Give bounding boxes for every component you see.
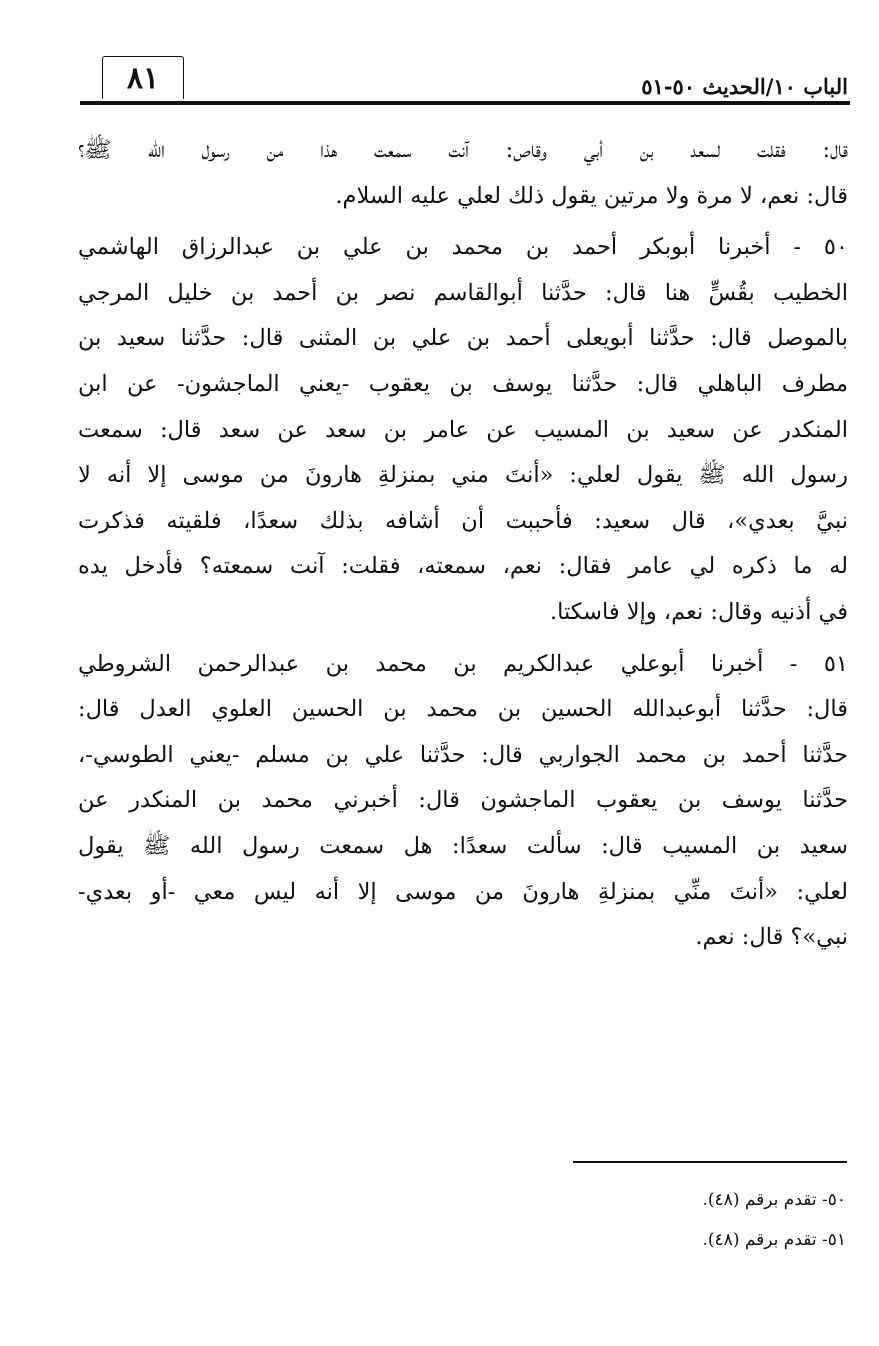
chapter-title: الباب ١٠/الحديث ٥٠-٥١ [641,74,848,99]
text-line: لعلي: «أنتَ منِّي بمنزلةِ هارونَ من موسى إلا أنه ليس معي -أو بعدي- [78,878,848,905]
hadith-51-line: ٥١ - أخبرنا أبوعلي عبدالكريم بن محمد بن عبدالرحمن الشروطي [78,650,848,677]
text-line: رسول الله ﷺ يقول لعلي: «أنتَ مني بمنزلةِ هارونَ من موسى إلا أنه لا [78,462,848,489]
text-line: المنكدر عن سعيد بن المسيب عن عامر بن سعد عن سعد قال: سمعت [78,416,848,443]
text-line: مطرف الباهلي قال: حدَّثنا يوسف بن يعقوب -يعني الماجشون- عن ابن [78,370,848,397]
page-number: ٨١ [126,61,160,96]
page-number-box [102,56,184,99]
text-line: سعيد بن المسيب قال: سألت سعدًا: هل سمعت رسول الله ﷺ يقول [78,832,848,859]
text-line: بالموصل قال: حدَّثنا أبويعلى أحمد بن علي بن المثنى قال: حدَّثنا سعيد بن [78,325,848,352]
text-line: قال: نعم، لا مرة ولا مرتين يقول ذلك لعلي عليه السلام. [335,182,848,209]
text-line: له ما ذكره لي عامر فقال: نعم، سمعته، فقلت: آنت سمعته؟ فأدخل يده [78,553,848,580]
header-rule [80,101,850,105]
footnote-50: ٥٠- تقدم برقم (٤٨). [702,1190,846,1210]
footnotes [446,1180,846,1260]
footnote-rule [573,1161,847,1163]
text-line: حدَّثنا أحمد بن محمد الجواربي قال: حدَّثنا علي بن مسلم -يعني الطوسي-، [78,741,848,768]
text-line: في أذنيه وقال: نعم، وإلا فاسكتا. [549,598,848,625]
text-line: قال: فقلت لسعد بن أبي وقاص: آنت سمعت هذا من رسول الله ﷺ؟ [78,137,848,163]
text-line: نبي»؟ قال: نعم. [695,924,848,951]
text-line: قال: حدَّثنا أبوعبدالله الحسين بن محمد بن الحسين العلوي العدل قال: [78,696,848,723]
text-line: الخطيب بقُسٍّ هنا قال: حدَّثنا أبوالقاسم نصر بن أحمد بن خليل المرجي [78,279,848,306]
hadith-50-line: ٥٠ - أخبرنا أبوبكر أحمد بن محمد بن علي بن عبدالرزاق الهاشمي [78,234,848,261]
page-header [80,52,850,108]
body-text [78,128,848,961]
footnote-51: ٥١- تقدم برقم (٤٨). [702,1230,846,1250]
text-line: حدَّثنا يوسف بن يعقوب الماجشون قال: أخبرني محمد بن المنكدر عن [78,787,848,814]
text-line: نبيَّ بعدي»، قال سعيد: فأحببت أن أشافه بذلك سعدًا، فلقيته فذكرت [78,507,848,534]
